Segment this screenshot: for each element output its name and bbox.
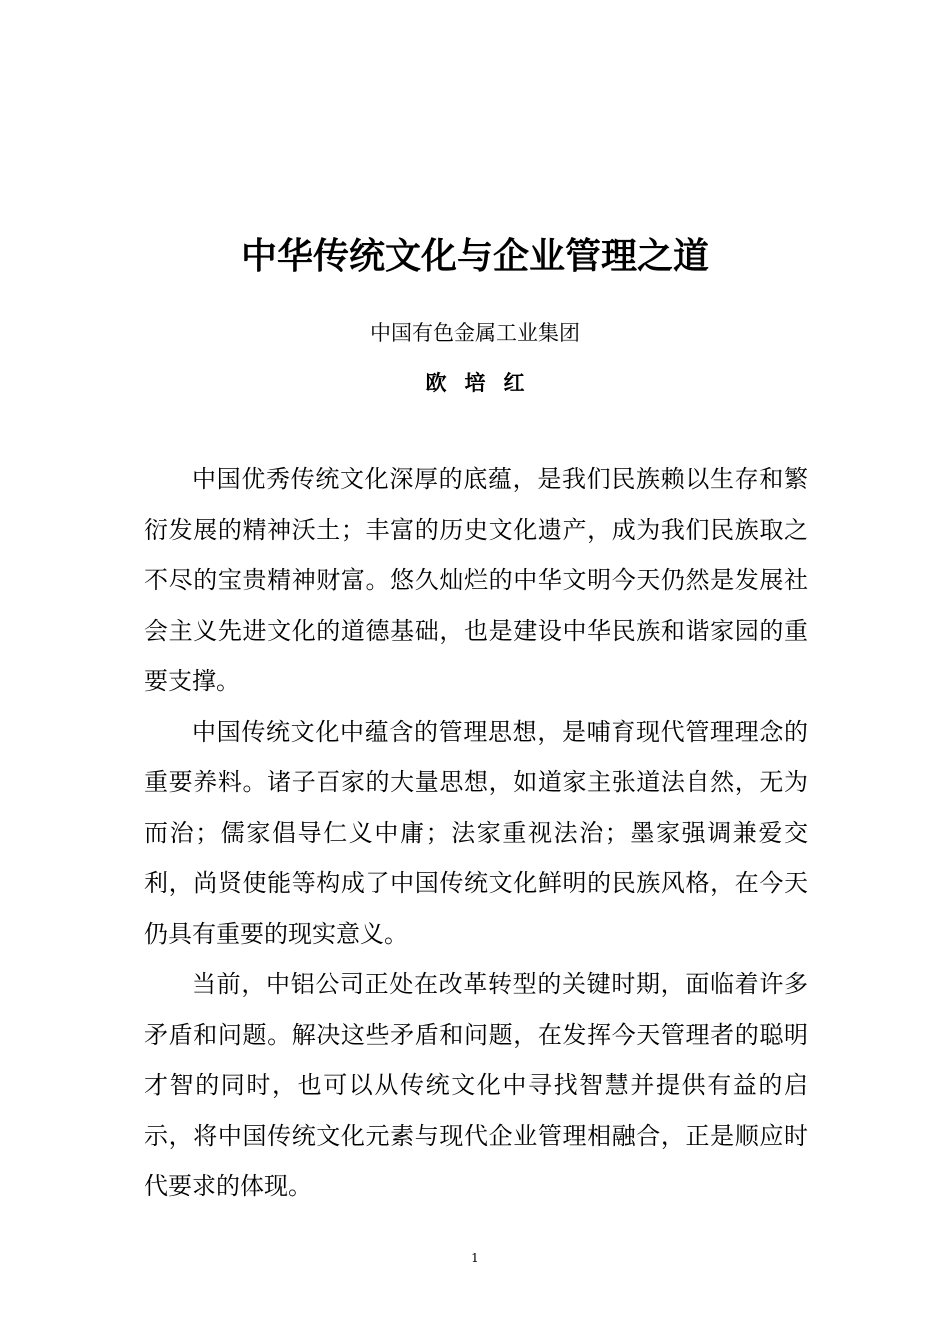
organization-name: 中国有色金属工业集团 (370, 321, 580, 345)
body-paragraph: 中国优秀传统文化深厚的底蕴，是我们民族赖以生存和繁衍发展的精神沃土；丰富的历史文化遗产，成为我们民族取之不尽的宝贵精神财富。悠久灿烂的中华文明今天仍然是发展社会主义先进文化的道德基础，也是建设中华民族和谐家园的重要支撑。 (144, 465, 808, 695)
document-body (144, 454, 808, 1212)
page-number: 1 (471, 1251, 479, 1265)
author-name: 欧培红 (425, 371, 543, 395)
document-title: 中华传统文化与企业管理之道 (240, 236, 709, 277)
body-paragraph: 当前，中铝公司正处在改革转型的关键时期，面临着许多矛盾和问题。解决这些矛盾和问题，在发挥今天管理者的聪明才智的同时，也可以从传统文化中寻找智慧并提供有益的启示，将中国传统文化元素与现代企业管理相融合，正是顺应时代要求的体现。 (144, 970, 808, 1200)
body-paragraph: 中国传统文化中蕴含的管理思想，是哺育现代管理理念的重要养料。诸子百家的大量思想，如道家主张道法自然，无为而治；儒家倡导仁义中庸；法家重视法治；墨家强调兼爱交利，尚贤使能等构成了中国传统文化鲜明的民族风格，在今天仍具有重要的现实意义。 (144, 717, 808, 948)
